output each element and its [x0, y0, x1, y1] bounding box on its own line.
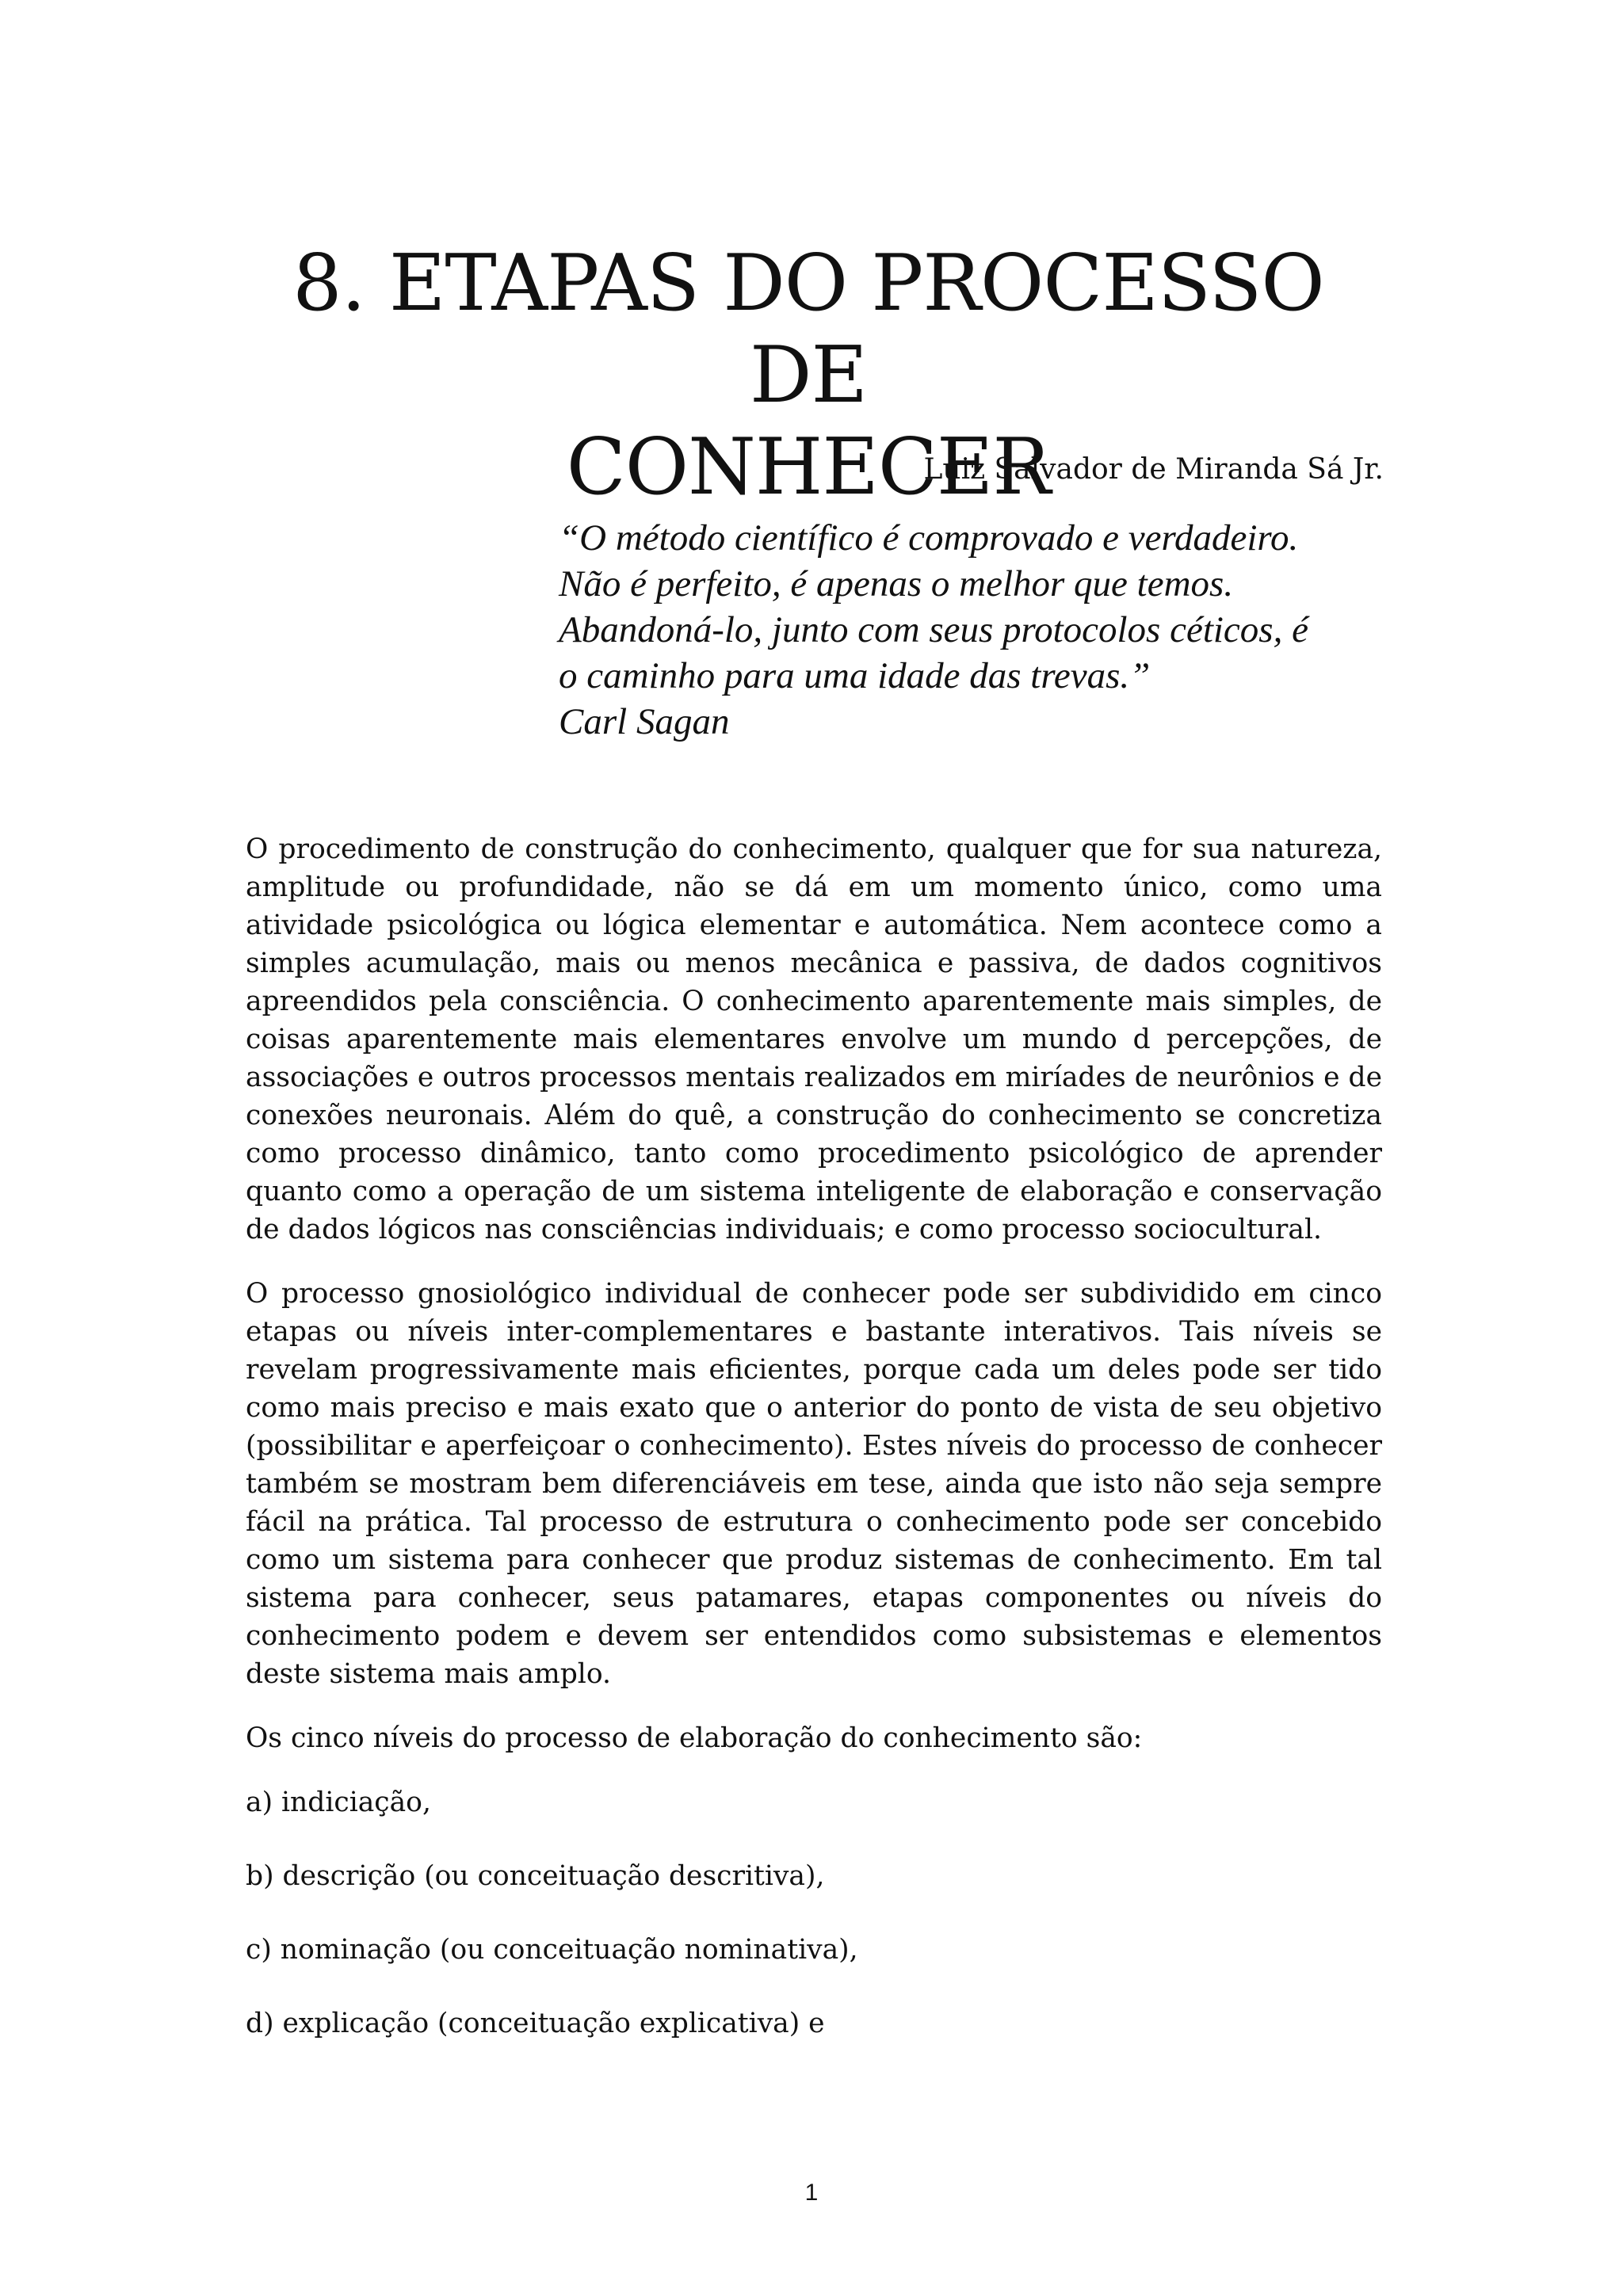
body-text: [246, 830, 1382, 2078]
paragraph-3: Os cinco níveis do processo de elaboração do conhecimento são:: [246, 1722, 1143, 1754]
epigraph-line: Não é perfeito, é apenas o melhor que temos.: [559, 563, 1234, 605]
author-name: Luiz Salvador de Miranda Sá Jr.: [923, 453, 1384, 486]
title-line-1: 8. ETAPAS DO PROCESSO DE: [292, 238, 1324, 421]
list-item: d) explicação (conceituação explicativa) e: [246, 2008, 825, 2039]
paragraph-2: O processo gnosiológico individual de conhecer pode ser subdividido em cinco etapas ou níveis inter-complementares e bastante interativos. Tais níveis se revelam progressivamente mais eficientes, porque cada um deles pode ser tido como mais preciso e mais exato que o anterior do ponto de vista de seu objetivo (possibilitar e aperfeiçoar o conhecimento). Estes níveis do processo de conhecer também se mostram bem diferenciáveis em tese, ainda que isto não seja sempre fácil na prática. Tal processo de estrutura o conhecimento pode ser concebido como um sistema para conhecer que produz sistemas de conhecimento. Em tal sistema para conhecer, seus patamares, etapas componentes ou níveis do conhecimento podem e devem ser entendidos como subsistemas e elementos deste sistema mais amplo.: [246, 1278, 1382, 1690]
epigraph-line: Abandoná-lo, junto com seus protocolos céticos, é: [559, 609, 1308, 650]
epigraph-quote: [559, 515, 1399, 745]
epigraph-line: o caminho para uma idade das trevas.”: [559, 655, 1151, 696]
list-item: c) nominação (ou conceituação nominativa),: [246, 1934, 858, 1966]
epigraph-line: “O método científico é comprovado e verdadeiro.: [559, 517, 1299, 559]
list-item: b) descrição (ou conceituação descritiva),: [246, 1860, 825, 1892]
paragraph-1: O procedimento de construção do conhecimento, qualquer que for sua natureza, amplitude ou profundidade, não se dá em um momento único, como uma atividade psicológica ou lógica elementar e automática. Nem acontece como a simples acumulação, mais ou menos mecânica e passiva, de dados cognitivos apreendidos pela consciência. O conhecimento aparentemente mais simples, de coisas aparentemente mais elementares envolve um mundo d percepções, de associações e outros processos mentais realizados em miríades de neurônios e de conexões neuronais. Além do quê, a construção do conhecimento se concretiza como processo dinâmico, tanto como procedimento psicológico de aprender quanto como a operação de um sistema inteligente de elaboração e conservação de dados lógicos nas consciências individuais; e como processo sociocultural.: [246, 833, 1382, 1245]
epigraph-attribution: Carl Sagan: [559, 701, 730, 742]
list-item: a) indiciação,: [246, 1787, 431, 1818]
page-number: 1: [804, 2180, 819, 2206]
title-line-2: CONHECER: [566, 422, 1051, 513]
